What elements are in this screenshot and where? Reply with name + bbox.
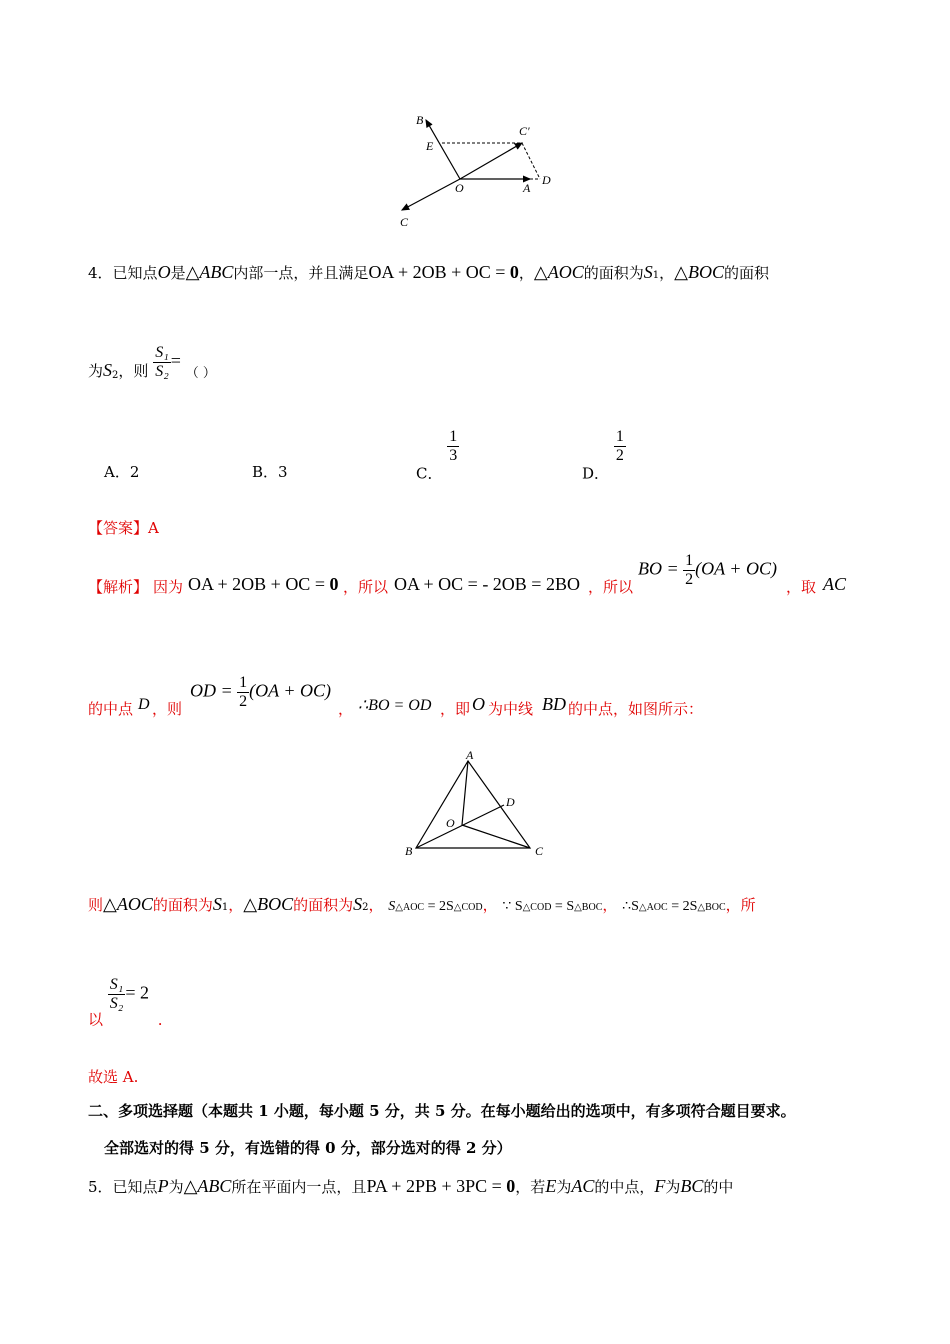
conclusion-fraction: 以 $\frac{\text{S₁}}{\text{S₂}}$ = 2 . [88,976,163,1029]
option-d[interactable]: D． $\frac{1}{2}$ [582,428,624,483]
label-c: C [535,844,544,858]
section2-line1: 二、多项选择题（本题共 1 小题，每小题 5 分，共 5 分。在每小题给出的选项中，有多项符合题目要求。 [88,1102,796,1120]
vector-diagram [390,108,560,233]
option-c[interactable]: C． $\frac{1}{3}$ [416,428,458,483]
section2-line2: 全部选对的得 5 分，有选错的得 0 分，部分选对的得 2 分） [104,1139,512,1157]
vector-oc [402,179,460,210]
q4-line1: 4．已知点O是△ABC内部一点，并且满足OA + 2OB + OC = 0，△AOC的面积为S1，△BOC的面积 [88,262,770,282]
label-e: E [426,139,434,153]
label-c-prime: C′ [519,124,530,138]
label-o: O [455,181,464,195]
label-o: O [446,816,455,830]
vector-oc-prime [460,143,522,179]
option-b[interactable]: B．3 [252,463,288,481]
q4-line2: 为S2，则 $\frac{\text{S₁}}{\text{S₂}}$ = （ ） [88,344,216,381]
q5-line: 5．已知点P为△ABC所在平面内一点，且PA + 2PB + 3PC = 0，若E为AC的中点，F为BC的中 [88,1176,734,1196]
conclusion-line: 则△AOC的面积为S1，△BOC的面积为S2， S△AOC = 2S△COD， ∵ S△COD = S△BOC， ∴S△AOC = 2S△BOC，所 [88,894,756,914]
label-d: D [506,795,515,809]
label-b: B [405,844,413,858]
segment-oc [462,825,530,848]
label-a: A [466,748,474,762]
label-c: C [400,215,409,229]
triangle-diagram [400,745,560,860]
dashed-cd [522,143,540,179]
label-d: D [542,173,551,187]
choice-line: 故选 A. [88,1068,139,1086]
label-b: B [416,113,424,127]
answer-line: 【答案】A [88,519,159,537]
label-a: A [523,181,531,195]
option-a[interactable]: A．2 [104,463,140,481]
